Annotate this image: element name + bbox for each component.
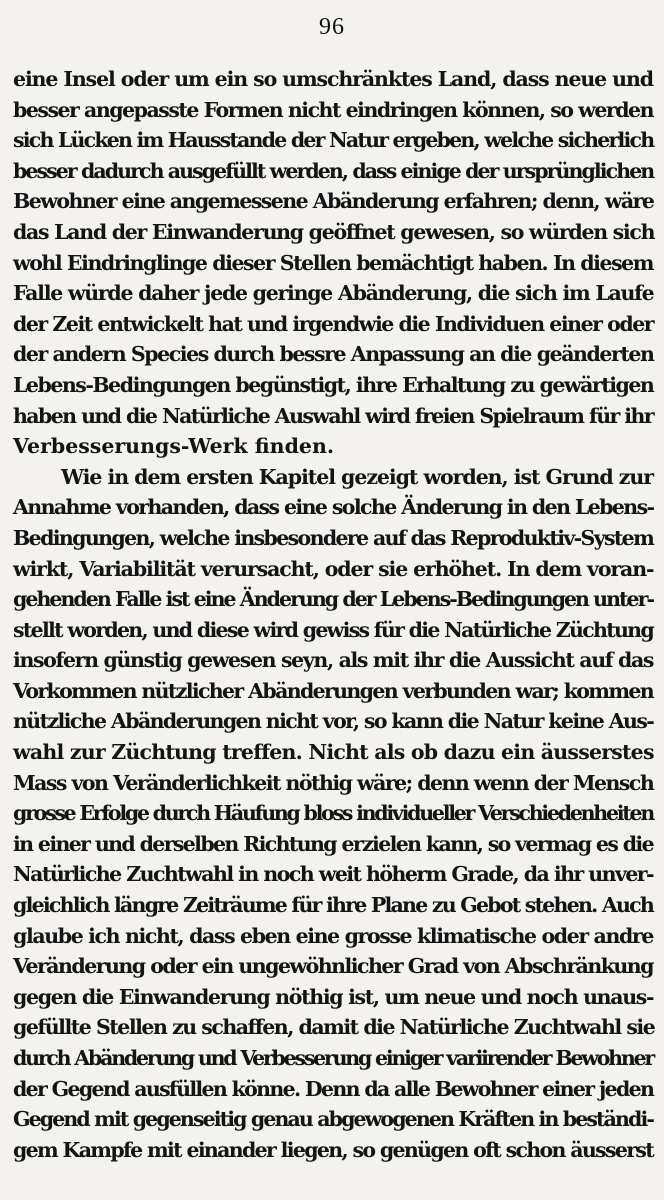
paragraph-end-line: Verbesserungs-Werk finden. bbox=[13, 434, 335, 459]
text-line: besser dadurch ausgefüllt werden, dass einige der ursprünglichen bbox=[13, 158, 654, 183]
text-line: Veränderung oder ein ungewöhnlicher Grad von Abschränkung bbox=[13, 954, 653, 979]
text-line: sich Lücken im Hausstande der Natur ergeben, welche sicherlich bbox=[13, 128, 654, 153]
body-text bbox=[13, 64, 653, 1165]
text-line: Lebens-Bedingungen begünstigt, ihre Erhaltung zu gewärtigen bbox=[13, 372, 654, 397]
text-line: wirkt, Variabilität verursacht, oder sie erhöhet. In dem voran- bbox=[13, 556, 654, 581]
text-line: Falle würde daher jede geringe Abänderung, die sich im Laufe bbox=[13, 281, 654, 306]
text-line: wohl Eindringlinge dieser Stellen bemächtigt haben. In diesem bbox=[13, 250, 654, 275]
text-line: durch Abänderung und Verbesserung einiger variirender Bewohner bbox=[13, 1046, 653, 1070]
text-line: Bewohner eine angemessene Abänderung erfahren; denn, wäre bbox=[13, 189, 654, 214]
text-line: eine Insel oder um ein so umschränktes Land, dass neue und bbox=[13, 67, 653, 91]
paragraph-start-line: Wie in dem ersten Kapitel gezeigt worden, ist Grund zur bbox=[61, 464, 653, 489]
text-line: in einer und derselben Richtung erzielen kann, so vermag es die bbox=[13, 831, 653, 856]
text-line: gefüllte Stellen zu schaffen, damit die Natürliche Zuchtwahl sie bbox=[13, 1015, 655, 1040]
text-line: wahl zur Züchtung treffen. Nicht als ob dazu ein äusserstes bbox=[13, 740, 654, 765]
text-line: nützliche Abänderungen nicht vor, so kann die Natur keine Aus- bbox=[13, 709, 654, 734]
text-line: Mass von Veränderlichkeit nöthig wäre; denn wenn der Mensch bbox=[13, 770, 654, 795]
text-line: gleichlich längre Zeiträume für ihre Plane zu Gebot stehen. Auch bbox=[13, 893, 653, 918]
text-line: der andern Species durch bessre Anpassung an die geänderten bbox=[13, 342, 654, 367]
text-line: glaube ich nicht, dass eben eine grosse klimatische oder andre bbox=[13, 923, 653, 948]
text-line: das Land der Einwanderung geöffnet gewesen, so würden sich bbox=[13, 219, 655, 244]
text-line: Bedingungen, welche insbesondere auf das Reproduktiv-System bbox=[13, 525, 654, 550]
text-line: Natürliche Zuchtwahl in noch weit höherm Grade, da ihr unver- bbox=[13, 862, 653, 887]
text-line: gem Kampfe mit einander liegen, so genügen oft schon äusserst bbox=[13, 1137, 653, 1162]
text-line: stellt worden, und diese wird gewiss für die Natürliche Züchtung bbox=[13, 617, 653, 642]
text-line: Gegend mit gegenseitig genau abgewogenen Kräften in beständi- bbox=[13, 1107, 653, 1132]
text-line: gegen die Einwanderung nöthig ist, um neue und noch unaus- bbox=[13, 984, 654, 1009]
text-line: haben und die Natürliche Auswahl wird freien Spielraum für ihr bbox=[13, 403, 653, 428]
text-line: der Zeit entwickelt hat und irgendwie die Individuen einer oder bbox=[13, 311, 654, 336]
page-number: 96 bbox=[319, 14, 345, 40]
text-line: grosse Erfolge durch Häufung bloss individueller Verschiedenheiten bbox=[13, 801, 653, 826]
text-line: Annahme vorhanden, dass eine solche Änderung in den Lebens- bbox=[13, 495, 654, 520]
text-line: der Gegend ausfüllen könne. Denn da alle Bewohner einer jeden bbox=[13, 1076, 654, 1101]
text-line: Vorkommen nützlicher Abänderungen verbunden war; kommen bbox=[13, 678, 653, 703]
text-line: insofern günstig gewesen seyn, als mit ihr die Aussicht auf das bbox=[13, 648, 654, 673]
text-line: gehenden Falle ist eine Änderung der Lebens-Bedingungen unter- bbox=[13, 587, 653, 612]
text-line: besser angepasste Formen nicht eindringen können, so werden bbox=[13, 97, 653, 122]
